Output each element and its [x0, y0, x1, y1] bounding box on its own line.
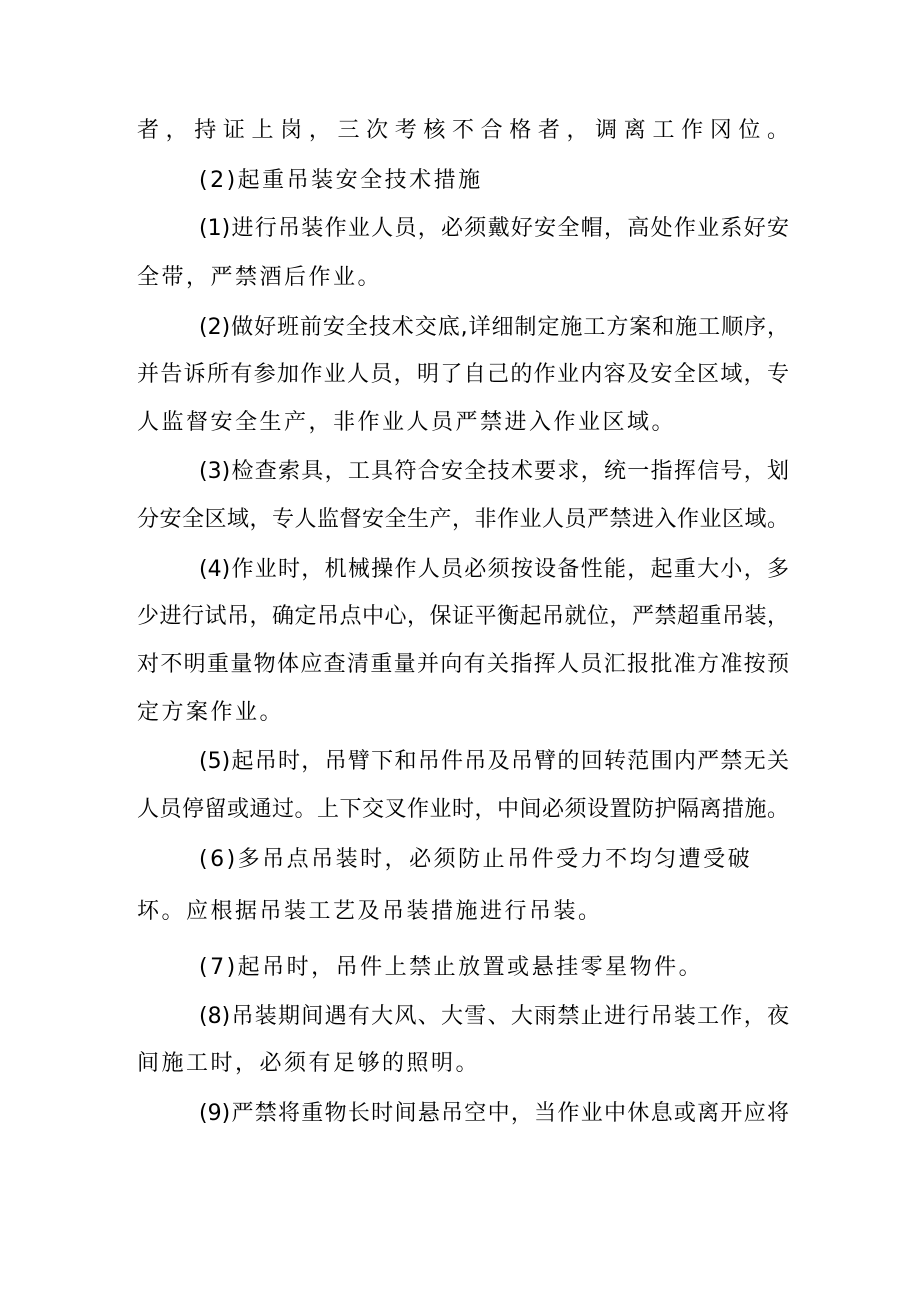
section-heading: (2)起重吊装安全技术措施 — [199, 168, 483, 193]
text-line-21: (9)严禁将重物长时间悬吊空中，当作业中休息或离开应将 — [199, 1101, 789, 1126]
text-line-6: 并告诉所有参加作业人员，明了自己的作业内容及安全区域，专 — [137, 362, 789, 387]
text-line-18: (7)起吊时，吊件上禁止放置或悬挂零星物件。 — [199, 955, 704, 980]
text-line-14: (5)起吊时，吊臂下和吊件吊及吊臂的回转范围内严禁无关 — [199, 749, 789, 774]
text-line-9: 分安全区域，专人监督安全生产，非作业人员严禁进入作业区域。 — [137, 507, 789, 532]
text-line-19: (8)吊装期间遇有大风、大雪、大雨禁止进行吊装工作，夜 — [199, 1004, 789, 1029]
text-line-17: 坏。应根据吊装工艺及吊装措施进行吊装。 — [137, 899, 603, 924]
text-line-4: 全带，严禁酒后作业。 — [137, 265, 383, 290]
text-line-1: 者，持证上岗，三次考核不合格者，调离工作冈位。 — [137, 118, 789, 143]
text-line-5: (2)做好班前安全技术交底,详细制定施工方案和施工顺序， — [199, 315, 789, 340]
text-line-13: 定方案作业。 — [137, 700, 285, 725]
text-line-15: 人员停留或通过。上下交叉作业时，中间必须设置防护隔离措施。 — [137, 797, 789, 822]
text-line-16: (6)多吊点吊装时，必须防止吊件受力不均匀遭受破 — [199, 847, 753, 872]
text-line-3: (1)进行吊装作业人员，必须戴好安全帽，高处作业系好安 — [199, 216, 789, 241]
text-line-7: 人监督安全生产，非作业人员严禁进入作业区域。 — [137, 410, 677, 435]
text-line-8: (3)检查索具，工具符合安全技术要求，统一指挥信号，划 — [199, 459, 789, 484]
text-line-11: 少进行试吊，确定吊点中心，保证平衡起吊就位，严禁超重吊装， — [137, 604, 789, 629]
text-line-20: 间施工时，必须有足够的照明。 — [137, 1051, 481, 1076]
text-line-10: (4)作业时，机械操作人员必须按设备性能，起重大小，多 — [199, 557, 789, 582]
text-line-12: 对不明重量物体应查清重量并向有关指挥人员汇报批准方准按预 — [137, 652, 789, 677]
